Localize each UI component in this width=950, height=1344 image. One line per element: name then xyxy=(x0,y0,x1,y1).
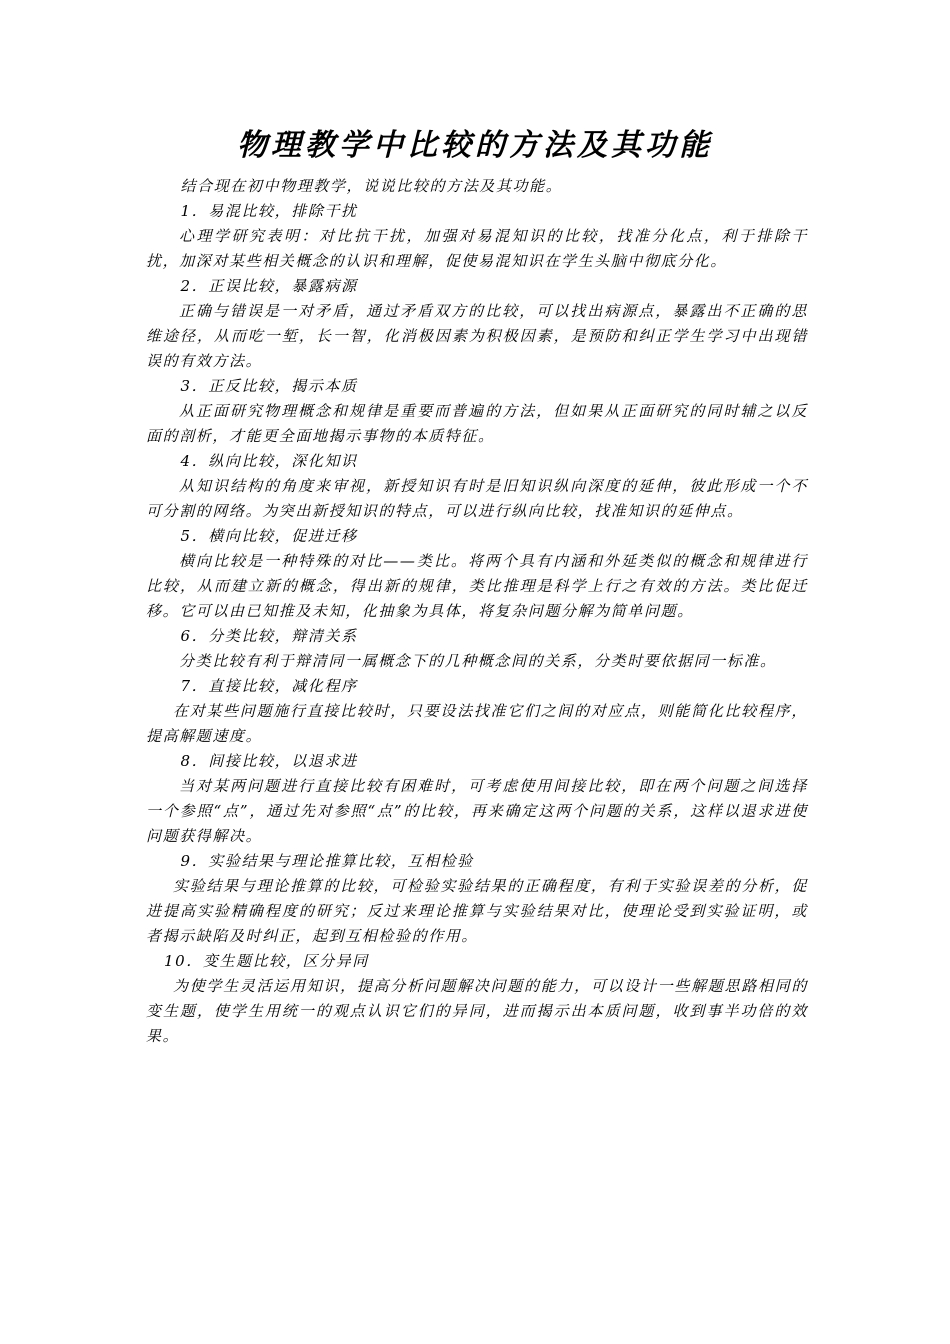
section-text-7: 在对某些问题施行直接比较时，只要设法找准它们之间的对应点，则能简化比较程序，提高解题速度。 xyxy=(146,702,808,745)
section-text-8: 当对某两问题进行直接比较有困难时，可考虑使用间接比较，即在两个问题之间选择一个参照“点”，通过先对参照“点”的比较，再来确定这两个问题的关系，这样以退求进使问题获得解决。 xyxy=(146,777,808,845)
section-text-6: 分类比较有利于辩清同一属概念下的几种概念间的关系，分类时要依据同一标准。 xyxy=(179,652,777,670)
section-text-4: 从知识结构的角度来审视，新授知识有时是旧知识纵向深度的延伸，彼此形成一个不可分割的网络。为突出新授知识的特点，可以进行纵向比较，找准知识的延伸点。 xyxy=(146,477,808,520)
section-text-10: 为使学生灵活运用知识，提高分析问题解决问题的能力，可以设计一些解题思路相同的变生题，使学生用统一的观点认识它们的异同，进而揭示出本质问题，收到事半功倍的效果。 xyxy=(146,977,808,1045)
document-body xyxy=(146,174,808,1049)
section-text-9: 实验结果与理论推算的比较，可检验实验结果的正确程度，有利于实验误差的分析，促进提高实验精确程度的研究；反过来理论推算与实验结果对比，使理论受到实验证明，或者揭示缺陷及时纠正，起到互相检验的作用。 xyxy=(146,877,808,945)
section-heading-1: 1．易混比较，排除干扰 xyxy=(180,202,358,220)
section-heading-10: 10．变生题比较，区分异同 xyxy=(164,952,369,970)
document-title: 物理教学中比较的方法及其功能 xyxy=(237,128,713,163)
section-text-5: 横向比较是一种特殊的对比——类比。将两个具有内涵和外延类似的概念和规律进行比较，从而建立新的概念，得出新的规律，类比推理是科学上行之有效的方法。类比促迁移。它可以由已知推及未知，化抽象为具体，将复杂问题分解为简单问题。 xyxy=(146,552,808,620)
section-text-2: 正确与错误是一对矛盾，通过矛盾双方的比较，可以找出病源点，暴露出不正确的思维途径，从而吃一堑，长一智，化消极因素为积极因素，是预防和纠正学生学习中出现错误的有效方法。 xyxy=(146,302,808,370)
section-heading-8: 8．间接比较，以退求进 xyxy=(180,752,358,770)
section-heading-5: 5．横向比较，促进迁移 xyxy=(180,527,358,545)
section-heading-3: 3．正反比较，揭示本质 xyxy=(180,377,358,395)
section-text-3: 从正面研究物理概念和规律是重要而普遍的方法，但如果从正面研究的同时辅之以反面的剖析，才能更全面地揭示事物的本质特征。 xyxy=(146,402,808,445)
section-text-1: 心理学研究表明：对比抗干扰，加强对易混知识的比较，找准分化点，利于排除干扰，加深对某些相关概念的认识和理解，促使易混知识在学生头脑中彻底分化。 xyxy=(146,227,808,270)
section-heading-6: 6．分类比较，辩清关系 xyxy=(180,627,358,645)
section-heading-4: 4．纵向比较，深化知识 xyxy=(180,452,358,470)
section-heading-7: 7．直接比较，减化程序 xyxy=(180,677,358,695)
section-heading-2: 2．正误比较，暴露病源 xyxy=(180,277,358,295)
section-heading-9: 9．实验结果与理论推算比较，互相检验 xyxy=(180,852,474,870)
intro-paragraph: 结合现在初中物理教学，说说比较的方法及其功能。 xyxy=(180,177,563,195)
